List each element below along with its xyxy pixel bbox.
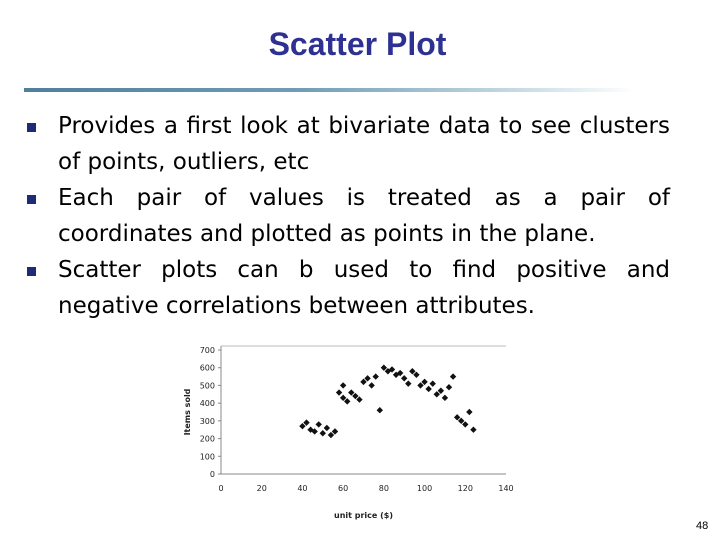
y-tick-label: 100 (199, 452, 215, 462)
data-point (340, 382, 346, 388)
square-bullet-icon (27, 195, 36, 204)
bullet-text: Provides a first look at bivariate data to see clusters of points, outliers, etc (58, 113, 670, 175)
data-point (316, 421, 322, 427)
y-axis-label: Items sold (183, 388, 192, 436)
bullet-text: Scatter plots can b used to find positive and negative correlations between attributes. (58, 257, 670, 319)
data-point (446, 384, 452, 390)
title-divider (24, 88, 636, 92)
bullet-text: Each pair of values is treated as a pair of coordinates and plotted as points in the plane. (58, 185, 670, 247)
x-tick-label: 40 (297, 484, 308, 493)
x-tick-label: 80 (378, 484, 389, 493)
slide-title: Scatter Plot (268, 26, 447, 62)
y-tick-label: 700 (199, 346, 215, 355)
data-point (324, 425, 330, 431)
y-tick-label: 600 (199, 363, 215, 373)
y-tick-label: 400 (199, 399, 215, 409)
bullet-item (24, 108, 670, 180)
square-bullet-icon (27, 267, 36, 276)
data-point (401, 375, 407, 381)
x-axis-label: unit price ($) (334, 511, 393, 520)
y-tick-label: 500 (199, 381, 215, 391)
data-point (405, 380, 411, 386)
x-tick-label: 120 (457, 484, 473, 493)
data-point (425, 386, 431, 392)
data-point (470, 427, 476, 433)
data-point (336, 389, 342, 395)
y-tick-label: 0 (209, 470, 215, 479)
bullet-list (24, 108, 670, 324)
y-tick-label: 300 (199, 416, 215, 426)
data-point (450, 373, 456, 379)
data-point (466, 409, 472, 415)
data-point (373, 373, 379, 379)
data-point (442, 395, 448, 401)
square-bullet-icon (27, 123, 36, 132)
x-tick-label: 60 (338, 484, 349, 493)
y-tick-label: 200 (199, 434, 215, 444)
page-number: 48 (696, 520, 709, 532)
data-point (368, 382, 374, 388)
data-point (377, 407, 383, 413)
data-point (430, 380, 436, 386)
x-tick-label: 0 (218, 484, 224, 493)
x-tick-label: 20 (256, 484, 267, 493)
x-tick-label: 140 (498, 484, 514, 493)
scatter-chart (176, 338, 536, 528)
data-point (320, 430, 326, 436)
bullet-item (24, 180, 670, 252)
x-tick-label: 100 (416, 484, 433, 493)
bullet-item (24, 252, 670, 324)
